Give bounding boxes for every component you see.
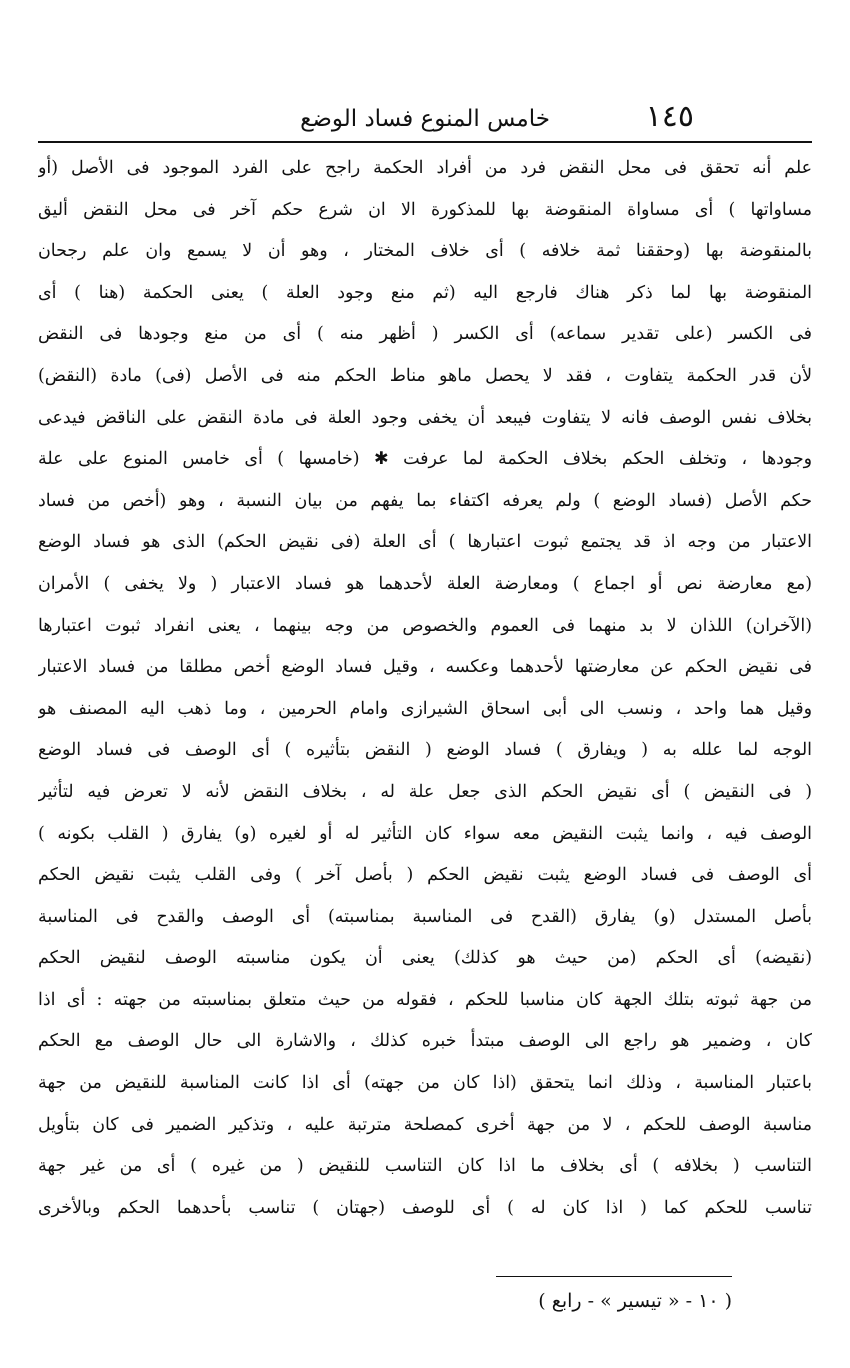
text-line: (نقيضه) أى الحكم (من حيث هو كذلك) يعنى أن يكون مناسبته الوصف لنقيض الحكم xyxy=(38,948,812,969)
text-line: (مع معارضة نص أو اجماع ) ومعارضة العلة لأحدهما هو فساد الاعتبار ( ولا يخفى ) الأمران xyxy=(38,573,812,594)
header-rule xyxy=(38,141,812,143)
text-line: مساواتها ) أى مساواة المنقوضة بها للمذكورة الا ان شرع حكم آخر فى محل النقض أليق xyxy=(38,199,812,220)
page-header xyxy=(38,96,812,138)
text-line: وقيل هما واحد ، ونسب الى أبى اسحاق الشيرازى وامام الحرمين ، وما ذهب اليه المصنف هو xyxy=(38,698,812,719)
text-line: بخلاف نفس الوصف فانه لا يتفاوت فيبعد أن يخفى وجود العلة فى مادة النقض على الناقض فيدعى xyxy=(38,407,812,428)
text-line: مناسبة الوصف للحكم ، لا من جهة أخرى كمصلحة مترتبة عليه ، وتذكير الضمير فى كان بتأويل xyxy=(38,1114,812,1135)
text-line: تناسب للحكم كما ( اذا كان له ) أى للوصف (جهتان ) تناسب بأحدهما الحكم وبالأخرى xyxy=(38,1197,812,1218)
text-line: كان ، وضمير هو راجع الى الوصف مبتدأ خبره كذلك ، والاشارة الى حال الوصف مع الحكم xyxy=(38,1031,812,1052)
text-line: أى الوصف فى فساد الوضع يثبت نقيض الحكم ( بأصل آخر ) وفى القلب يثبت نقيض الحكم xyxy=(38,865,812,886)
text-line: حكم الأصل (فساد الوضع ) ولم يعرفه اكتفاء بما يفهم من بيان النسبة ، وهو (أخص من فساد xyxy=(38,490,812,511)
text-line: المنقوضة بها لما ذكر هناك فارجع اليه (ثم منع وجود العلة ) يعنى الحكمة (هنا ) أى xyxy=(38,282,812,303)
text-line: لأن قدر الحكمة يتفاوت ، فقد لا يحصل ماهو مناط الحكم منه فى الأصل (فى) مادة (النقض) xyxy=(38,365,812,386)
text-line: بالمنقوضة بها (وحققنا ثمة خلافه ) أى خلاف المختار ، وهو أن لا يسمع وان علم رجحان xyxy=(38,241,812,262)
text-line: فى الكسر (على تقدير سماعه) أى الكسر ( أظهر منه ) أى من منع وجودها فى النقض xyxy=(38,324,812,345)
text-line: فى نقيض الحكم عن معارضتها لأحدهما وعكسه ، وقيل فساد الوضع أخص مطلقا من فساد الاعتبار xyxy=(38,657,812,678)
text-line: علم أنه تحقق فى محل النقض فرد من أفراد الحكمة راجح على الفرد الموجود فى الأصل (أو xyxy=(38,158,812,178)
text-line: (الآخران) اللذان لا بد منهما فى العموم والخصوص من وجه بينهما ، يعنى انفراد ثبوت اعتبارها xyxy=(38,615,812,636)
text-line: الاعتبار من وجه اذ قد يجتمع ثبوت اعتبارها ) أى العلة (فى نقيض الحكم) الذى هو فساد الوضع xyxy=(38,532,812,553)
running-title: خامس المنوع فساد الوضع xyxy=(300,106,550,132)
body-text xyxy=(38,148,812,1229)
signature-mark: ( ١٠ - « تيسير » - رابع ) xyxy=(538,1290,732,1312)
text-line: باعتبار المناسبة ، وذلك انما يتحقق (اذا كان من جهته) أى اذا كانت المناسبة للنقيض من جهة xyxy=(38,1073,812,1094)
text-line: الوجه لما علله به ( ويفارق ) فساد الوضع ( النقض بتأثيره ) أى الوصف فى فساد الوضع xyxy=(38,740,812,761)
text-line: وجودها ، وتخلف الحكم بخلاف الحكمة لما عرفت ✱ (خامسها ) أى خامس المنوع على علة xyxy=(38,449,812,470)
text-line: الوصف فيه ، وانما يثبت النقيض معه سواء كان التأثير له أو لغيره (و) يفارق ( القلب بكونه ) xyxy=(38,823,812,844)
text-line: ( فى النقيض ) أى نقيض الحكم الذى جعل علة له ، بخلاف النقض لأنه لا تعرض فيه لتأثير xyxy=(38,781,812,802)
text-line: التناسب ( بخلافه ) أى بخلاف ما اذا كان التناسب للنقيض ( من غيره ) أى من غير جهة xyxy=(38,1156,812,1177)
page-number: ١٤٥ xyxy=(645,99,694,134)
text-line: من جهة ثبوته بتلك الجهة كان مناسبا للحكم ، فقوله من حيث متعلق بمناسبته من جهته : أى اذا xyxy=(38,989,812,1010)
text-line: بأصل المستدل (و) يفارق (القدح فى المناسبة بمناسبته) أى الوصف والقدح فى المناسبة xyxy=(38,906,812,927)
footer-rule xyxy=(496,1276,732,1277)
